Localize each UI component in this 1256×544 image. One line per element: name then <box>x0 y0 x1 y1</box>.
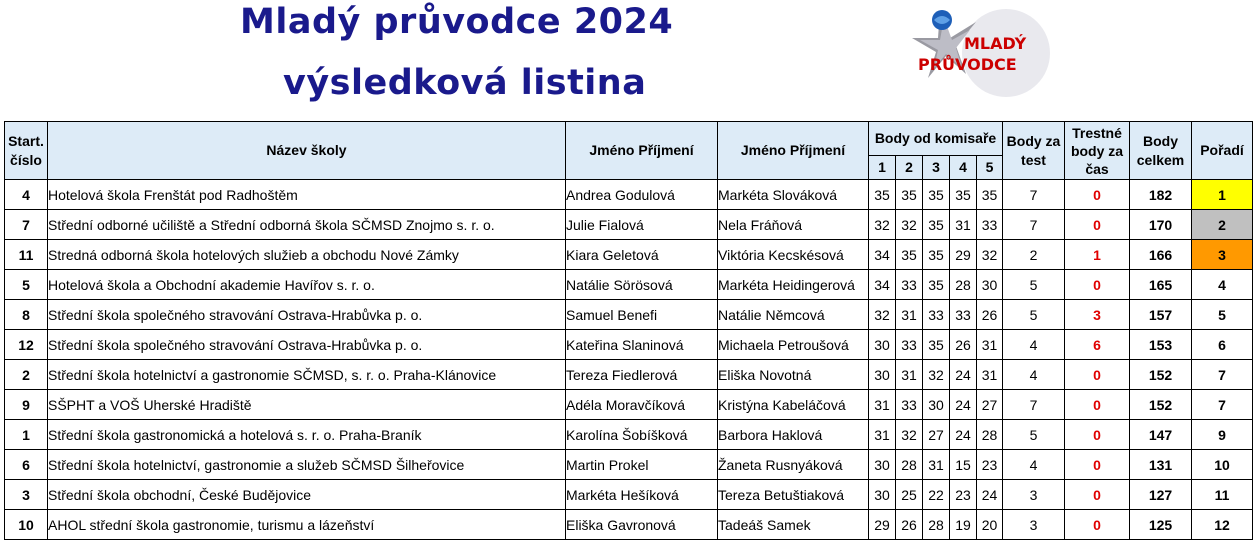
judge-score-3: 22 <box>923 480 950 510</box>
start-number: 5 <box>5 270 48 300</box>
rank: 7 <box>1192 360 1253 390</box>
judge-score-5: 33 <box>977 210 1003 240</box>
judge-score-4: 19 <box>950 510 977 540</box>
page-title: Mladý průvodce 2024 <box>240 2 674 42</box>
participant-1: Kiara Geletová <box>566 240 718 270</box>
rank: 1 <box>1192 180 1253 210</box>
header-judge-5: 5 <box>977 156 1003 180</box>
penalty-points: 0 <box>1065 510 1130 540</box>
participant-2: Žaneta Rusnyáková <box>718 450 869 480</box>
total-points: 127 <box>1130 480 1192 510</box>
judge-score-4: 31 <box>950 210 977 240</box>
rank: 5 <box>1192 300 1253 330</box>
test-points: 3 <box>1003 510 1065 540</box>
judge-score-1: 34 <box>869 240 896 270</box>
header-rank: Pořadí <box>1192 122 1253 180</box>
start-number: 7 <box>5 210 48 240</box>
judge-score-2: 26 <box>896 510 923 540</box>
table-row <box>5 270 1253 300</box>
rank: 3 <box>1192 240 1253 270</box>
rank: 11 <box>1192 480 1253 510</box>
test-points: 5 <box>1003 420 1065 450</box>
judge-score-2: 31 <box>896 360 923 390</box>
judge-score-2: 33 <box>896 270 923 300</box>
results-table <box>4 121 1253 540</box>
participant-1: Eliška Gavronová <box>566 510 718 540</box>
total-points: 182 <box>1130 180 1192 210</box>
judge-score-5: 31 <box>977 330 1003 360</box>
school-name: Střední škola gastronomická a hotelová s. r. o. Praha-Braník <box>48 420 566 450</box>
participant-2: Tadeáš Samek <box>718 510 869 540</box>
judge-score-2: 33 <box>896 390 923 420</box>
logo-line2: PRŮVODCE <box>918 55 1017 74</box>
penalty-points: 1 <box>1065 240 1130 270</box>
start-number: 11 <box>5 240 48 270</box>
penalty-points: 3 <box>1065 300 1130 330</box>
judge-score-4: 29 <box>950 240 977 270</box>
table-row <box>5 360 1253 390</box>
header-test: Body za test <box>1003 122 1065 180</box>
judge-score-3: 35 <box>923 330 950 360</box>
start-number: 6 <box>5 450 48 480</box>
rank: 7 <box>1192 390 1253 420</box>
test-points: 4 <box>1003 450 1065 480</box>
participant-1: Andrea Godulová <box>566 180 718 210</box>
total-points: 157 <box>1130 300 1192 330</box>
total-points: 152 <box>1130 390 1192 420</box>
judge-score-5: 24 <box>977 480 1003 510</box>
judge-score-5: 35 <box>977 180 1003 210</box>
header-judge-1: 1 <box>869 156 896 180</box>
participant-1: Adéla Moravčíková <box>566 390 718 420</box>
judge-score-4: 15 <box>950 450 977 480</box>
judge-score-3: 33 <box>923 300 950 330</box>
judge-score-3: 28 <box>923 510 950 540</box>
judge-score-5: 31 <box>977 360 1003 390</box>
judge-score-1: 30 <box>869 480 896 510</box>
judge-score-1: 29 <box>869 510 896 540</box>
test-points: 7 <box>1003 210 1065 240</box>
judge-score-5: 23 <box>977 450 1003 480</box>
school-name: Hotelová škola Frenštát pod Radhoštěm <box>48 180 566 210</box>
header-judge-2: 2 <box>896 156 923 180</box>
rank: 10 <box>1192 450 1253 480</box>
participant-1: Samuel Benefi <box>566 300 718 330</box>
table-row <box>5 300 1253 330</box>
header-judges: Body od komisaře <box>869 122 1003 156</box>
school-name: Střední škola hotelnictví a gastronomie SČMSD, s. r. o. Praha-Klánovice <box>48 360 566 390</box>
judge-score-5: 30 <box>977 270 1003 300</box>
judge-score-4: 24 <box>950 360 977 390</box>
judge-score-4: 26 <box>950 330 977 360</box>
school-name: Střední odborné učiliště a Střední odborná škola SČMSD Znojmo s. r. o. <box>48 210 566 240</box>
participant-1: Tereza Fiedlerová <box>566 360 718 390</box>
start-number: 1 <box>5 420 48 450</box>
participant-2: Kristýna Kabeláčová <box>718 390 869 420</box>
rank: 9 <box>1192 420 1253 450</box>
start-number: 2 <box>5 360 48 390</box>
table-row <box>5 450 1253 480</box>
test-points: 3 <box>1003 480 1065 510</box>
header-name1: Jméno Příjmení <box>566 122 718 180</box>
start-number: 4 <box>5 180 48 210</box>
penalty-points: 0 <box>1065 390 1130 420</box>
total-points: 152 <box>1130 360 1192 390</box>
test-points: 7 <box>1003 390 1065 420</box>
school-name: SŠPHT a VOŠ Uherské Hradiště <box>48 390 566 420</box>
participant-2: Eliška Novotná <box>718 360 869 390</box>
participant-2: Viktória Kecskésová <box>718 240 869 270</box>
participant-1: Julie Fialová <box>566 210 718 240</box>
judge-score-5: 20 <box>977 510 1003 540</box>
logo-line1: MLADÝ <box>964 34 1027 53</box>
total-points: 131 <box>1130 450 1192 480</box>
judge-score-1: 32 <box>869 300 896 330</box>
penalty-points: 0 <box>1065 360 1130 390</box>
judge-score-1: 35 <box>869 180 896 210</box>
penalty-points: 0 <box>1065 420 1130 450</box>
school-name: Střední škola hotelnictví, gastronomie a služeb SČMSD Šilheřovice <box>48 450 566 480</box>
school-name: Hotelová škola a Obchodní akademie Havířov s. r. o. <box>48 270 566 300</box>
judge-score-2: 33 <box>896 330 923 360</box>
judge-score-4: 24 <box>950 420 977 450</box>
test-points: 4 <box>1003 330 1065 360</box>
table-row <box>5 240 1253 270</box>
participant-1: Markéta Hešíková <box>566 480 718 510</box>
school-name: AHOL střední škola gastronomie, turismu a lázeňství <box>48 510 566 540</box>
page-subtitle: výsledková listina <box>283 63 647 103</box>
rank: 2 <box>1192 210 1253 240</box>
school-name: Střední škola společného stravování Ostrava-Hrabůvka p. o. <box>48 330 566 360</box>
judge-score-3: 35 <box>923 270 950 300</box>
total-points: 147 <box>1130 420 1192 450</box>
judge-score-1: 32 <box>869 210 896 240</box>
table-row <box>5 180 1253 210</box>
participant-2: Markéta Slováková <box>718 180 869 210</box>
judge-score-2: 25 <box>896 480 923 510</box>
header-total: Body celkem <box>1130 122 1192 180</box>
judge-score-3: 32 <box>923 360 950 390</box>
table-row <box>5 210 1253 240</box>
participant-2: Natálie Němcová <box>718 300 869 330</box>
penalty-points: 0 <box>1065 480 1130 510</box>
judge-score-3: 35 <box>923 210 950 240</box>
penalty-points: 0 <box>1065 270 1130 300</box>
participant-1: Karolína Šobíšková <box>566 420 718 450</box>
penalty-points: 0 <box>1065 450 1130 480</box>
test-points: 5 <box>1003 300 1065 330</box>
rank: 4 <box>1192 270 1253 300</box>
total-points: 165 <box>1130 270 1192 300</box>
judge-score-2: 35 <box>896 240 923 270</box>
table-row <box>5 330 1253 360</box>
judge-score-2: 35 <box>896 180 923 210</box>
total-points: 166 <box>1130 240 1192 270</box>
logo-graphic <box>906 8 1056 98</box>
judge-score-1: 30 <box>869 450 896 480</box>
participant-1: Natálie Sörösová <box>566 270 718 300</box>
judge-score-5: 27 <box>977 390 1003 420</box>
judge-score-3: 30 <box>923 390 950 420</box>
test-points: 2 <box>1003 240 1065 270</box>
judge-score-3: 35 <box>923 180 950 210</box>
judge-score-4: 24 <box>950 390 977 420</box>
start-number: 8 <box>5 300 48 330</box>
judge-score-1: 30 <box>869 360 896 390</box>
participant-2: Barbora Haklová <box>718 420 869 450</box>
test-points: 5 <box>1003 270 1065 300</box>
start-number: 12 <box>5 330 48 360</box>
header-judge-4: 4 <box>950 156 977 180</box>
logo <box>906 8 1056 98</box>
judge-score-5: 32 <box>977 240 1003 270</box>
header-judge-3: 3 <box>923 156 950 180</box>
judge-score-3: 31 <box>923 450 950 480</box>
test-points: 4 <box>1003 360 1065 390</box>
penalty-points: 0 <box>1065 210 1130 240</box>
penalty-points: 6 <box>1065 330 1130 360</box>
start-number: 9 <box>5 390 48 420</box>
judge-score-3: 35 <box>923 240 950 270</box>
header-school: Název školy <box>48 122 566 180</box>
rank: 12 <box>1192 510 1253 540</box>
judge-score-4: 35 <box>950 180 977 210</box>
table-row <box>5 420 1253 450</box>
test-points: 7 <box>1003 180 1065 210</box>
participant-1: Martin Prokel <box>566 450 718 480</box>
participant-2: Tereza Betuštiaková <box>718 480 869 510</box>
judge-score-2: 32 <box>896 420 923 450</box>
judge-score-4: 33 <box>950 300 977 330</box>
school-name: Střední škola společného stravování Ostrava-Hrabůvka p. o. <box>48 300 566 330</box>
header-start: Start. číslo <box>5 122 48 180</box>
rank: 6 <box>1192 330 1253 360</box>
judge-score-2: 31 <box>896 300 923 330</box>
judge-score-3: 27 <box>923 420 950 450</box>
participant-2: Markéta Heidingerová <box>718 270 869 300</box>
total-points: 125 <box>1130 510 1192 540</box>
table-row <box>5 390 1253 420</box>
judge-score-2: 32 <box>896 210 923 240</box>
start-number: 3 <box>5 480 48 510</box>
penalty-points: 0 <box>1065 180 1130 210</box>
judge-score-5: 26 <box>977 300 1003 330</box>
participant-1: Kateřina Slaninová <box>566 330 718 360</box>
table-row <box>5 510 1253 540</box>
start-number: 10 <box>5 510 48 540</box>
header-name2: Jméno Příjmení <box>718 122 869 180</box>
total-points: 153 <box>1130 330 1192 360</box>
judge-score-1: 34 <box>869 270 896 300</box>
judge-score-4: 23 <box>950 480 977 510</box>
participant-2: Michaela Petroušová <box>718 330 869 360</box>
total-points: 170 <box>1130 210 1192 240</box>
judge-score-1: 30 <box>869 330 896 360</box>
table-row <box>5 480 1253 510</box>
judge-score-4: 28 <box>950 270 977 300</box>
judge-score-5: 28 <box>977 420 1003 450</box>
judge-score-1: 31 <box>869 420 896 450</box>
judge-score-1: 31 <box>869 390 896 420</box>
school-name: Střední škola obchodní, České Budějovice <box>48 480 566 510</box>
school-name: Stredná odborná škola hotelových služieb a obchodu Nové Zámky <box>48 240 566 270</box>
header-penalty: Trestné body za čas <box>1065 122 1130 180</box>
participant-2: Nela Fráňová <box>718 210 869 240</box>
judge-score-2: 28 <box>896 450 923 480</box>
